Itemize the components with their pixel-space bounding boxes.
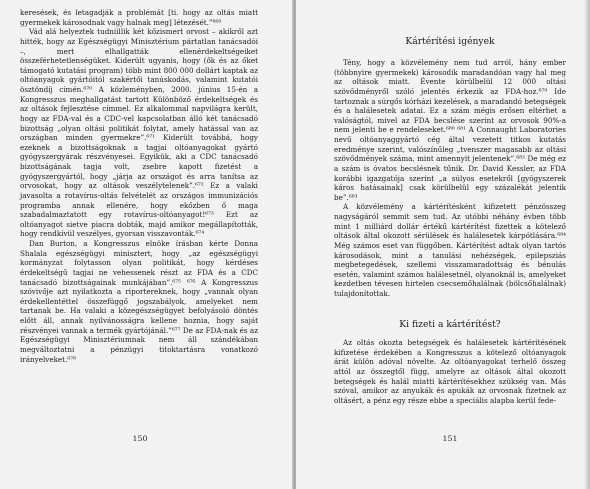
right-page-body-section1 <box>334 58 566 299</box>
right-page-body-section2 <box>334 338 566 405</box>
scan-edge-shadow <box>584 0 590 489</box>
left-page <box>0 0 293 489</box>
right-page <box>296 0 590 489</box>
paragraph: Tény, hogy a közvélemény nem tud arról, hány ember (többnyire gyermekek) károsodik maradandóan vagy hal meg az oltások miatt. Évente körülbelül 12 000 oltási szövődményről szóló jelentés érkezik az FDA-hoz.⁶⁷⁹ Ide tartoznak a súrgős kórházi kezelések, a maradandó betegségek és a halálesetek adatai. Ez a szám mégis erősen eltérhet a valóságtól, mivel az FDA becslése szerint az orvosok 90%-a nem jelenti be e rendeleseket.⁶⁸⁰ ⁶⁸¹ A Connaught Laboratories nevű oltóanyaggyártó cég által vezetett titkos kutatás eredménye szerint, valószínűleg „tvenszer magasabb az oltási szövődmények száma, mint amennyit jelentenek”.⁶⁸² De még ez a szám is óvatos becslésnek tűnik. Dr. David Kessler, az FDA korábbi igazgatója szerint „a súlyos esetekről [gyógyszerek káros hatásainak] csak körülbelül egy százalékát jelentik be”.⁶⁸³ <box>334 58 566 202</box>
paragraph: Az oltás okozta betegségek és halálesetek kártérítésének kifizetése érdekében a Kongresszus a kötelező oltóanyagok árát külön adóval növelte. Az oltóanyagokat terhelő összeg attól az összegtől függ, amelyre az oltások által okozott betegségek és halál miatti kártérítésekhez szükség van. Más szóval, amikor az anyukák és apukák az orvosnak fizetnek az oltásért, a pénz egy része ebbe a speciális alapba kerül fede- <box>334 338 566 405</box>
left-page-body <box>20 8 258 364</box>
page-number: 150 <box>132 434 148 443</box>
section-heading: Kártérítési igények <box>405 36 495 47</box>
page-number: 151 <box>442 434 458 443</box>
section-heading: Ki fizeti a kártérítést? <box>399 319 501 330</box>
paragraph: Vád alá helyeztek tudniillik két kőzismert orvost – akikről azt hitték, hogy az Egészségügyi Minisztérium pártatlan tanácsadói –, mert elhallgatták ellenérdekeltségeiket összeférhetetlenségüket. Kiderült ugyanis, hogy (ők és az őket támogató kutatási program) több mint 800 000 dollárt kaptak az oltóanyagok gyártóitól szakértői tanúskodás, valamint kutatói ösztöndíj címén.⁶⁷⁰ A közleményben, 2000. június 15-én a Kongresszus meghallgatást tartott Különböző érdekeltségek és az oltások fejlesztése címmel. Ez alkalommal napvilágra került, hogy az FDA-val és a CDC-vel kapcsolatban álló két tanácsadó bizottság „olyan oltási politikát folytat, amely hatással van az országban minden gyermekre”.⁶⁷¹ Kiderült továbbá, hogy ezeknek a bizottságoknak a tagjai oltóanyagokat gyártó gyógyszergyárak részvényesei. Egyikük, aki a CDC tanácsadó bizottságának tagja volt, zsebre kapott fizetést a gyógyszergyártól, hogy „járja az országot és arra tanítsa az orvosokat, hogy az oltások veszélytelenek”.⁶⁷² Ez a valaki javasolta a rotavírus-oltás felvételét az országos immunizációs programba annak ellenére, hogy ekőzben ő maga szabadalmaztatott egy rotavírus-oltóanyagot!⁶⁷³ Ezt az oltóanyagot sietve piacra dobták, majd amikor megállapították, hogy rendkívül veszélyes, gyorsan visszavonták.⁶⁷⁴ <box>20 27 258 239</box>
paragraph: Dan Burton, a Kongresszus elnöke írásban kérte Donna Shalala egészségügyi minisztert, hogy „az egészségügyi kormányzat folytasson olyan politikát, hogy kérdéses érdekeltségű tagjai ne vehessenek részt az FDA és a CDC tanácsadó bizottságainak munkájában”.⁶⁷⁵ ⁶⁷⁶ A Kongresszus szóvivője azt nyilatkozta a riportereknek, hogy „vannak olyan érdekellentéttel összefüggő jogszabályok, amelyeket nem tartanak be. Ha valaki a közegészségügyet befolyásoló döntés előtt áll, annak nyilvánosságra kellene hoznia, hogy saját részvényei vannak a termék gyártójánál.”⁶⁷⁷ De az FDA-nak és az Egészségügyi Minisztériumnak nem áll szándékában megváltoztatni a pénzügyi titoktartásra vonatkozó irányelveket.⁶⁷⁸ <box>20 239 258 364</box>
paragraph: keresések, és letagadják a problémát [ti. hogy az oltás miatt gyermekek károsodnak vagy halnak meg] létezését.”⁶⁶⁹ <box>20 8 258 27</box>
paragraph: A közvélemény a kártérítésként kifizetett pénzösszeg nagyságáról semmit sem tud. Az utóbbi néhány évben több mint 1 milliárd dollár értékű kártérítést fizettek a kötelező oltások által okozott sérülések és halálesetek kárpótlására.⁶⁸⁴ Még számos eset van függőben. Kártérítést adtak olyan tartós károsodások, mint a tanulási nehézségek, epilepsziás megbetegedések, szellemi visszamaradottság és bénulás esetén, valamint számos halálesetnél, olyanoknál is, amelyeket kezdetben tévesen hirtelen csecsemőhalálnak (bölcsőhalálnak) tulajdonítottak. <box>334 202 566 298</box>
